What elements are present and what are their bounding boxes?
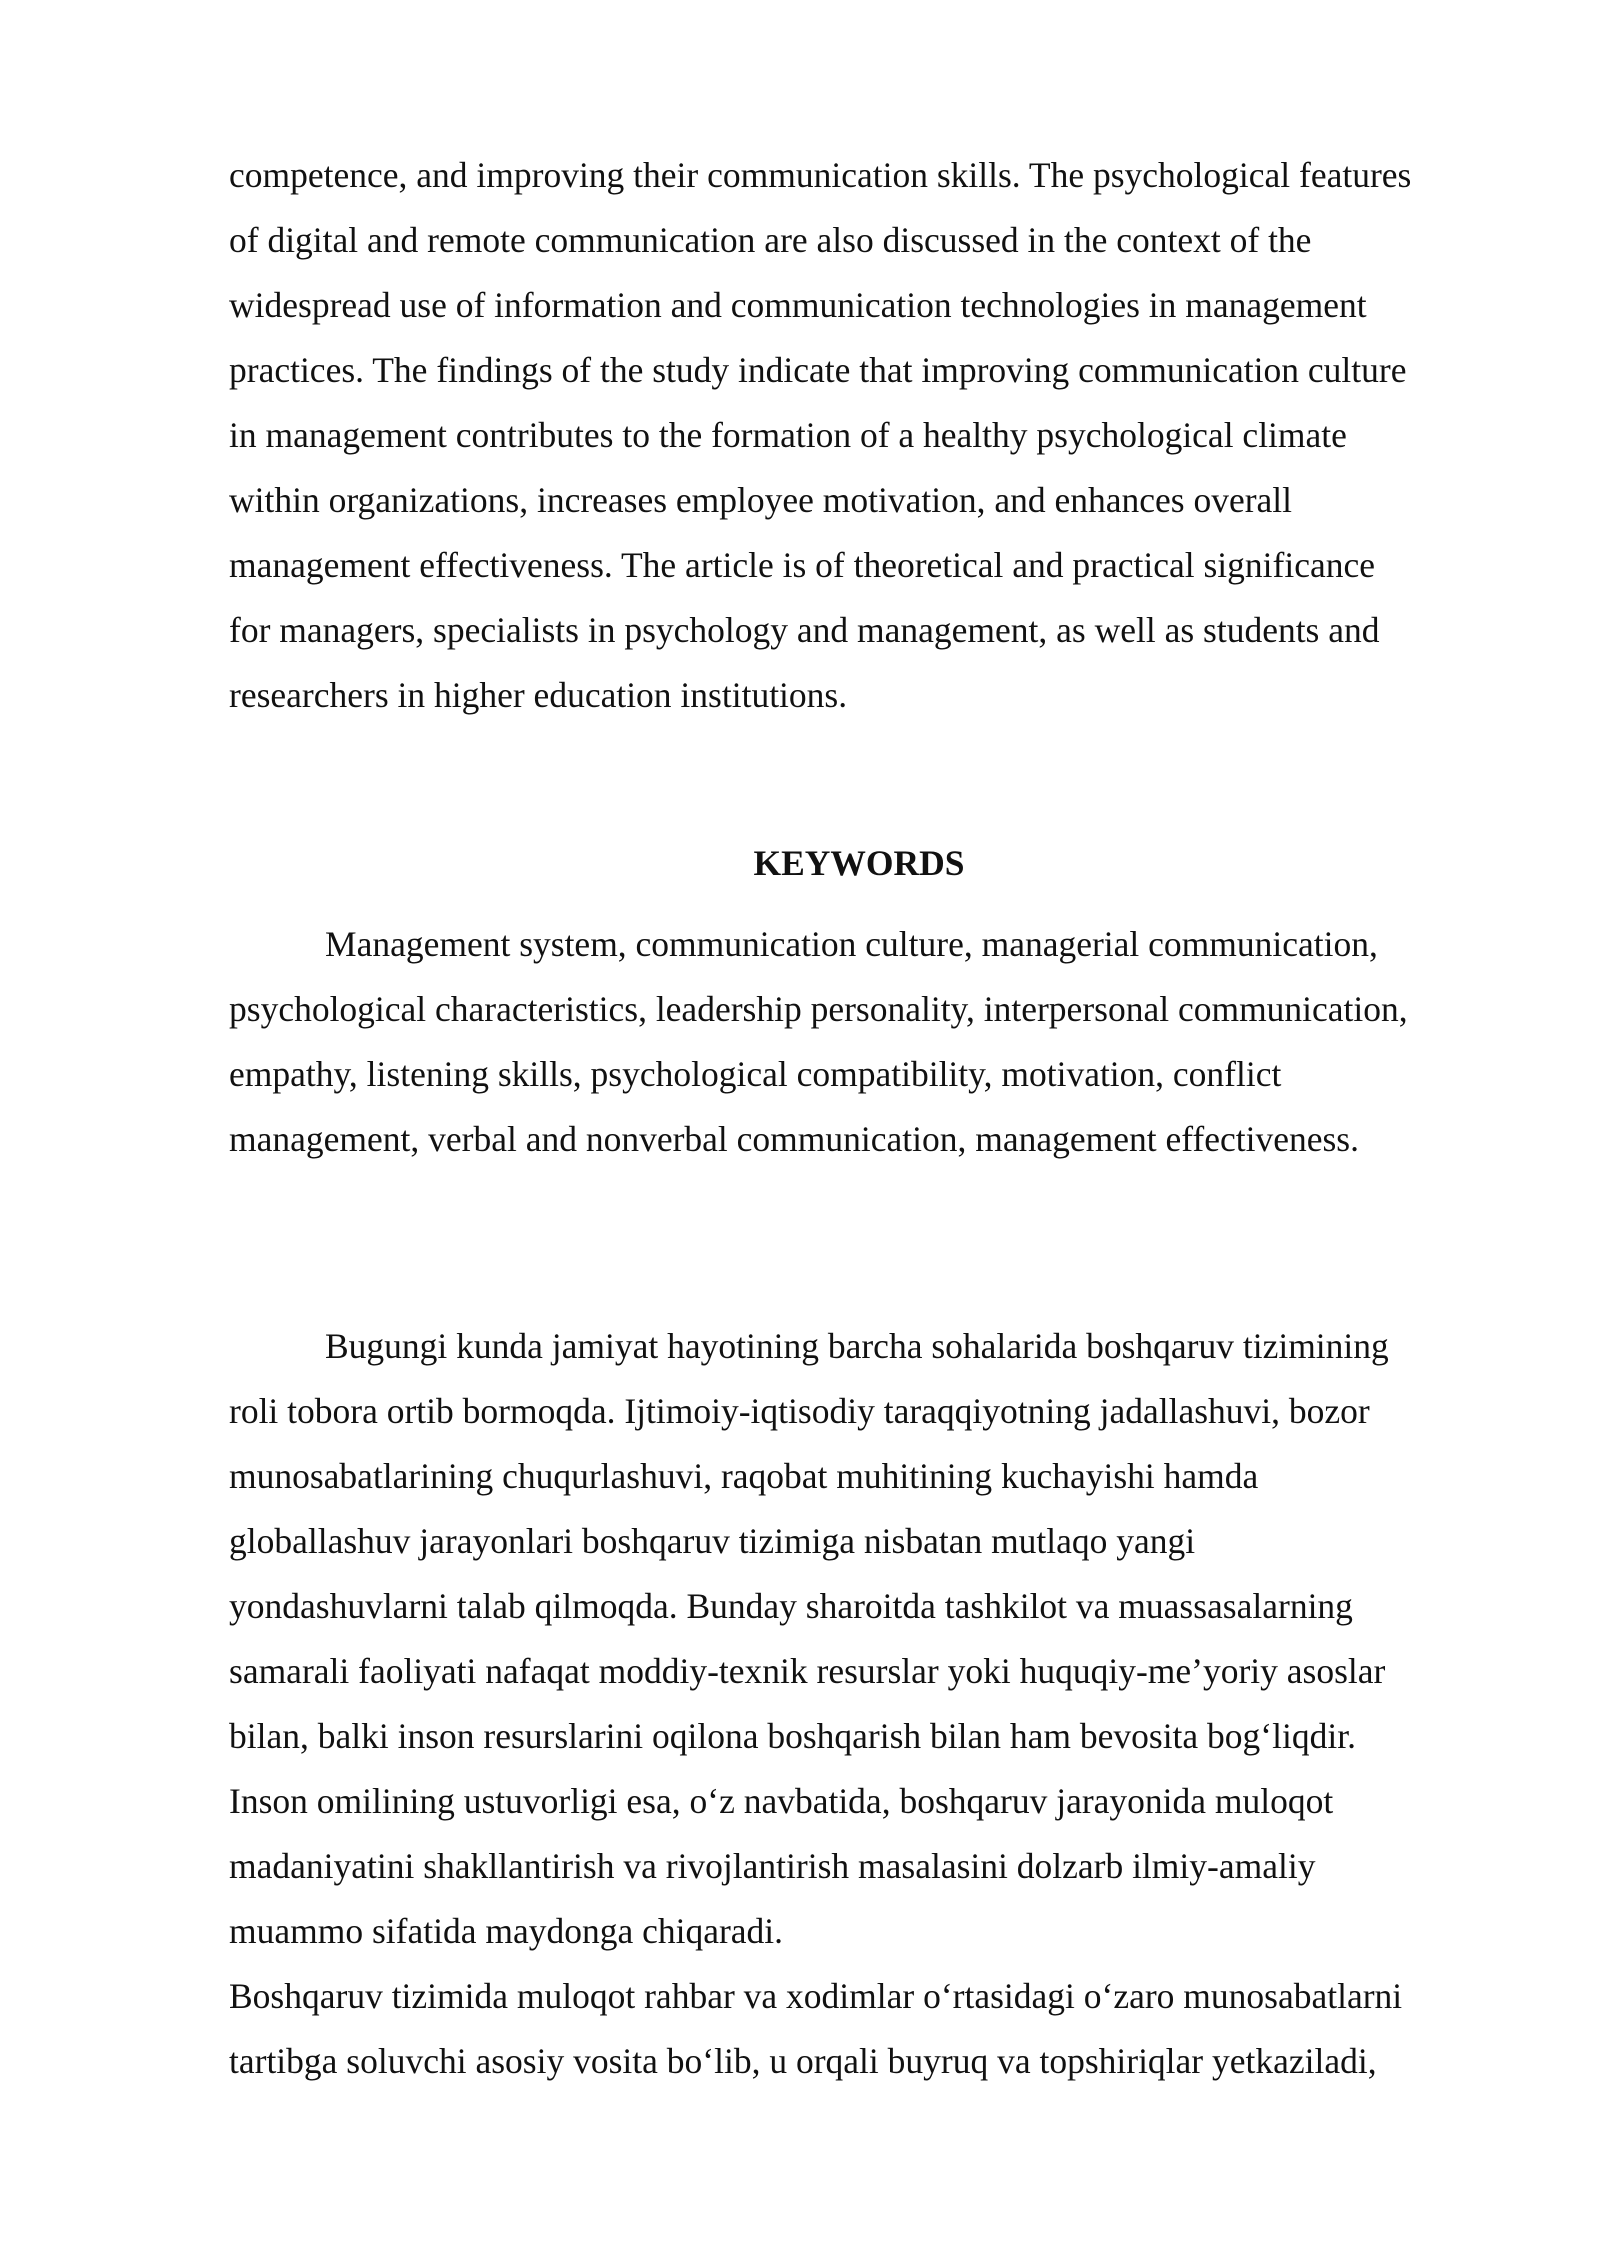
body-line: madaniyatini shakllantirish va rivojlantirish masalasini dolzarb ilmiy-amaliy (229, 1846, 1316, 1886)
abstract-line: of digital and remote communication are also discussed in the context of the (229, 220, 1312, 260)
body-paragraph (229, 1314, 1489, 2094)
abstract-line: for managers, specialists in psychology and management, as well as students and (229, 610, 1380, 650)
abstract-paragraph (229, 143, 1489, 728)
body-line: roli tobora ortib bormoqda. Ijtimoiy-iqtisodiy taraqqiyotning jadallashuvi, bozor (229, 1391, 1370, 1431)
body-line: muammo sifatida maydonga chiqaradi. (229, 1911, 784, 1951)
abstract-line: practices. The findings of the study indicate that improving communication culture (229, 350, 1407, 390)
abstract-line: within organizations, increases employee motivation, and enhances overall (229, 480, 1293, 520)
body-line: Bugungi kunda jamiyat hayotining barcha sohalarida boshqaruv tizimining (325, 1326, 1389, 1366)
abstract-line: widespread use of information and communication technologies in management (229, 285, 1367, 325)
body-line: samarali faoliyati nafaqat moddiy-texnik resurslar yoki huquqiy-me’yoriy asoslar (229, 1651, 1386, 1691)
body-line: tartibga soluvchi asosiy vosita bo‘lib, u orqali buyruq va topshiriqlar yetkaziladi, (229, 2041, 1377, 2081)
abstract-line: researchers in higher education institutions. (229, 675, 848, 715)
body-line: globallashuv jarayonlari boshqaruv tizimiga nisbatan mutlaqo yangi (229, 1521, 1196, 1561)
body-line: yondashuvlarni talab qilmoqda. Bunday sharoitda tashkilot va muassasalarning (229, 1586, 1353, 1626)
keywords-heading: KEYWORDS (753, 843, 965, 883)
keywords-line: Management system, communication culture, managerial communication, (325, 924, 1378, 964)
abstract-line: competence, and improving their communication skills. The psychological features (229, 155, 1412, 195)
keywords-line: psychological characteristics, leadership personality, interpersonal communication, (229, 989, 1408, 1029)
keywords-line: management, verbal and nonverbal communication, management effectiveness. (229, 1119, 1359, 1159)
keywords-paragraph (229, 912, 1489, 1172)
abstract-line: in management contributes to the formation of a healthy psychological climate (229, 415, 1347, 455)
body-line: munosabatlarining chuqurlashuvi, raqobat muhitining kuchayishi hamda (229, 1456, 1259, 1496)
keywords-line: empathy, listening skills, psychological compatibility, motivation, conflict (229, 1054, 1282, 1094)
body-line: Boshqaruv tizimida muloqot rahbar va xodimlar o‘rtasidagi o‘zaro munosabatlarni (229, 1976, 1403, 2016)
abstract-line: management effectiveness. The article is of theoretical and practical significance (229, 545, 1375, 585)
body-line: bilan, balki inson resurslarini oqilona boshqarish bilan ham bevosita bog‘liqdir. (229, 1716, 1356, 1756)
body-line: Inson omilining ustuvorligi esa, o‘z navbatida, boshqaruv jarayonida muloqot (229, 1781, 1334, 1821)
